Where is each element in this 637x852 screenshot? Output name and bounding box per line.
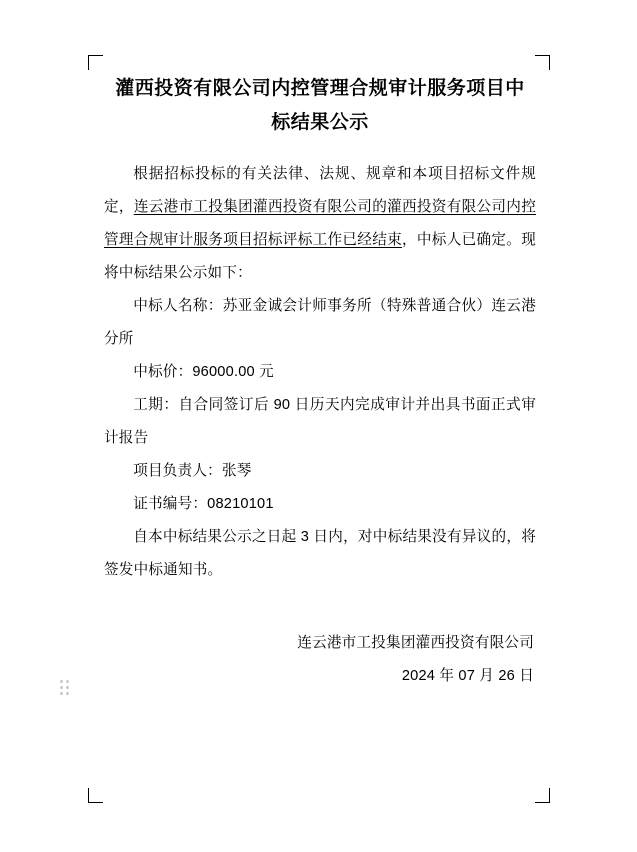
- signature-block: [104, 627, 536, 693]
- drag-dot: [60, 680, 63, 683]
- document-body: [104, 72, 536, 693]
- page-title: 灌西投资有限公司内控管理合规审计服务项目中标结果公示: [115, 78, 525, 133]
- intro-segment-underlined: 连云港市工投集团灌西投资有限公司的灌西投资有限公司内控管理合规审计服务项目招标评标工作已经结束: [104, 199, 537, 248]
- signature-date: 2024 年 07 月 26 日: [401, 668, 534, 684]
- paragraph-intro: [104, 158, 536, 290]
- crop-mark-top-left: [88, 55, 103, 70]
- paragraph-duration: 工期：自合同签订后 90 日历天内完成审计并出具书面正式审计报告: [104, 397, 536, 446]
- signature-organization: 连云港市工投集团灌西投资有限公司: [297, 635, 534, 651]
- paragraph-winner-name: 中标人名称：苏亚金诚会计师事务所（特殊普通合伙）连云港分所: [104, 298, 536, 347]
- drag-dot: [60, 692, 63, 695]
- paragraph-certificate-number: 证书编号：08210101: [133, 496, 274, 512]
- drag-dot: [66, 680, 69, 683]
- crop-mark-bottom-left: [88, 788, 103, 803]
- paragraph-objection-period: 自本中标结果公示之日起 3 日内，对中标结果没有异议的，将签发中标通知书。: [104, 529, 536, 578]
- drag-dot: [66, 692, 69, 695]
- crop-mark-bottom-right: [535, 788, 550, 803]
- paragraph-project-manager: 项目负责人：张琴: [133, 463, 252, 479]
- intro-segment-1: 根据招标投标的有关法律、法规、规章和本项目招标文件规定，: [104, 166, 536, 215]
- drag-handle-icon[interactable]: [60, 680, 72, 696]
- intro-segment-3: ，中标人已确定。现将中标结果公示如下：: [104, 232, 536, 281]
- paragraph-winning-price: 中标价：96000.00 元: [133, 364, 274, 380]
- crop-mark-top-right: [535, 55, 550, 70]
- drag-dot: [60, 686, 63, 689]
- drag-dot: [66, 686, 69, 689]
